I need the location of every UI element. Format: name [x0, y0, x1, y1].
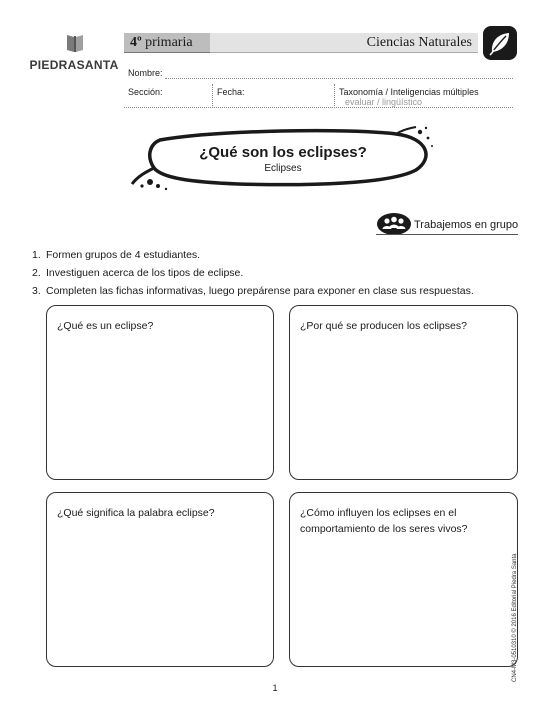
grade-banner: [124, 33, 210, 53]
worksheet-subtitle: Eclipses: [264, 163, 302, 174]
group-work-label: Trabajemos en grupo: [414, 219, 519, 231]
copyright-note: CN4-M3-0510310 © 2016 Editorial Piedra Santa: [512, 553, 518, 682]
question-text: ¿Cómo influyen los eclipses en el comportamiento de los seres vivos?: [300, 507, 468, 535]
page-number: 1: [272, 683, 278, 693]
answer-box-why-eclipses-occur[interactable]: [289, 305, 518, 480]
answer-box-what-is-eclipse[interactable]: [46, 305, 274, 480]
answer-box-living-beings[interactable]: [289, 492, 518, 667]
question-text: ¿Por qué se producen los eclipses?: [300, 320, 467, 332]
subject-banner: [210, 33, 478, 53]
name-field[interactable]: [165, 78, 513, 79]
question-text: ¿Qué significa la palabra eclipse?: [57, 507, 215, 519]
instruction-item: 1. Formen grupos de 4 estudiantes.: [32, 249, 201, 261]
group-icon: [376, 212, 412, 236]
section-label: Sección:: [128, 87, 163, 97]
logo-text: PIEDRASANTA: [29, 58, 119, 72]
book-icon: [64, 32, 86, 54]
leaf-icon: [482, 25, 518, 61]
taxonomy-value: evaluar / lingüístico: [345, 97, 423, 107]
instructions-list: [32, 246, 474, 300]
publisher-logo: [24, 30, 124, 74]
date-label: Fecha:: [217, 87, 245, 97]
answer-box-word-meaning[interactable]: [46, 492, 274, 667]
info-field-line[interactable]: [124, 107, 513, 108]
grade-label: primaria: [145, 35, 193, 50]
worksheet-title: ¿Qué son los eclipses?: [199, 144, 367, 161]
taxonomy-label: Taxonomía / Inteligencias múltiples: [339, 87, 479, 97]
question-text: ¿Qué es un eclipse?: [57, 320, 154, 332]
name-label: Nombre:: [128, 68, 163, 78]
instruction-item: 2. Investiguen acerca de los tipos de eclipse.: [32, 267, 244, 279]
instruction-item: 3. Completen las fichas informativas, luego prepárense para exponer en clase sus respuestas.: [32, 285, 474, 297]
grade-number: 4º: [130, 35, 142, 50]
subject-title: Ciencias Naturales: [366, 35, 472, 50]
